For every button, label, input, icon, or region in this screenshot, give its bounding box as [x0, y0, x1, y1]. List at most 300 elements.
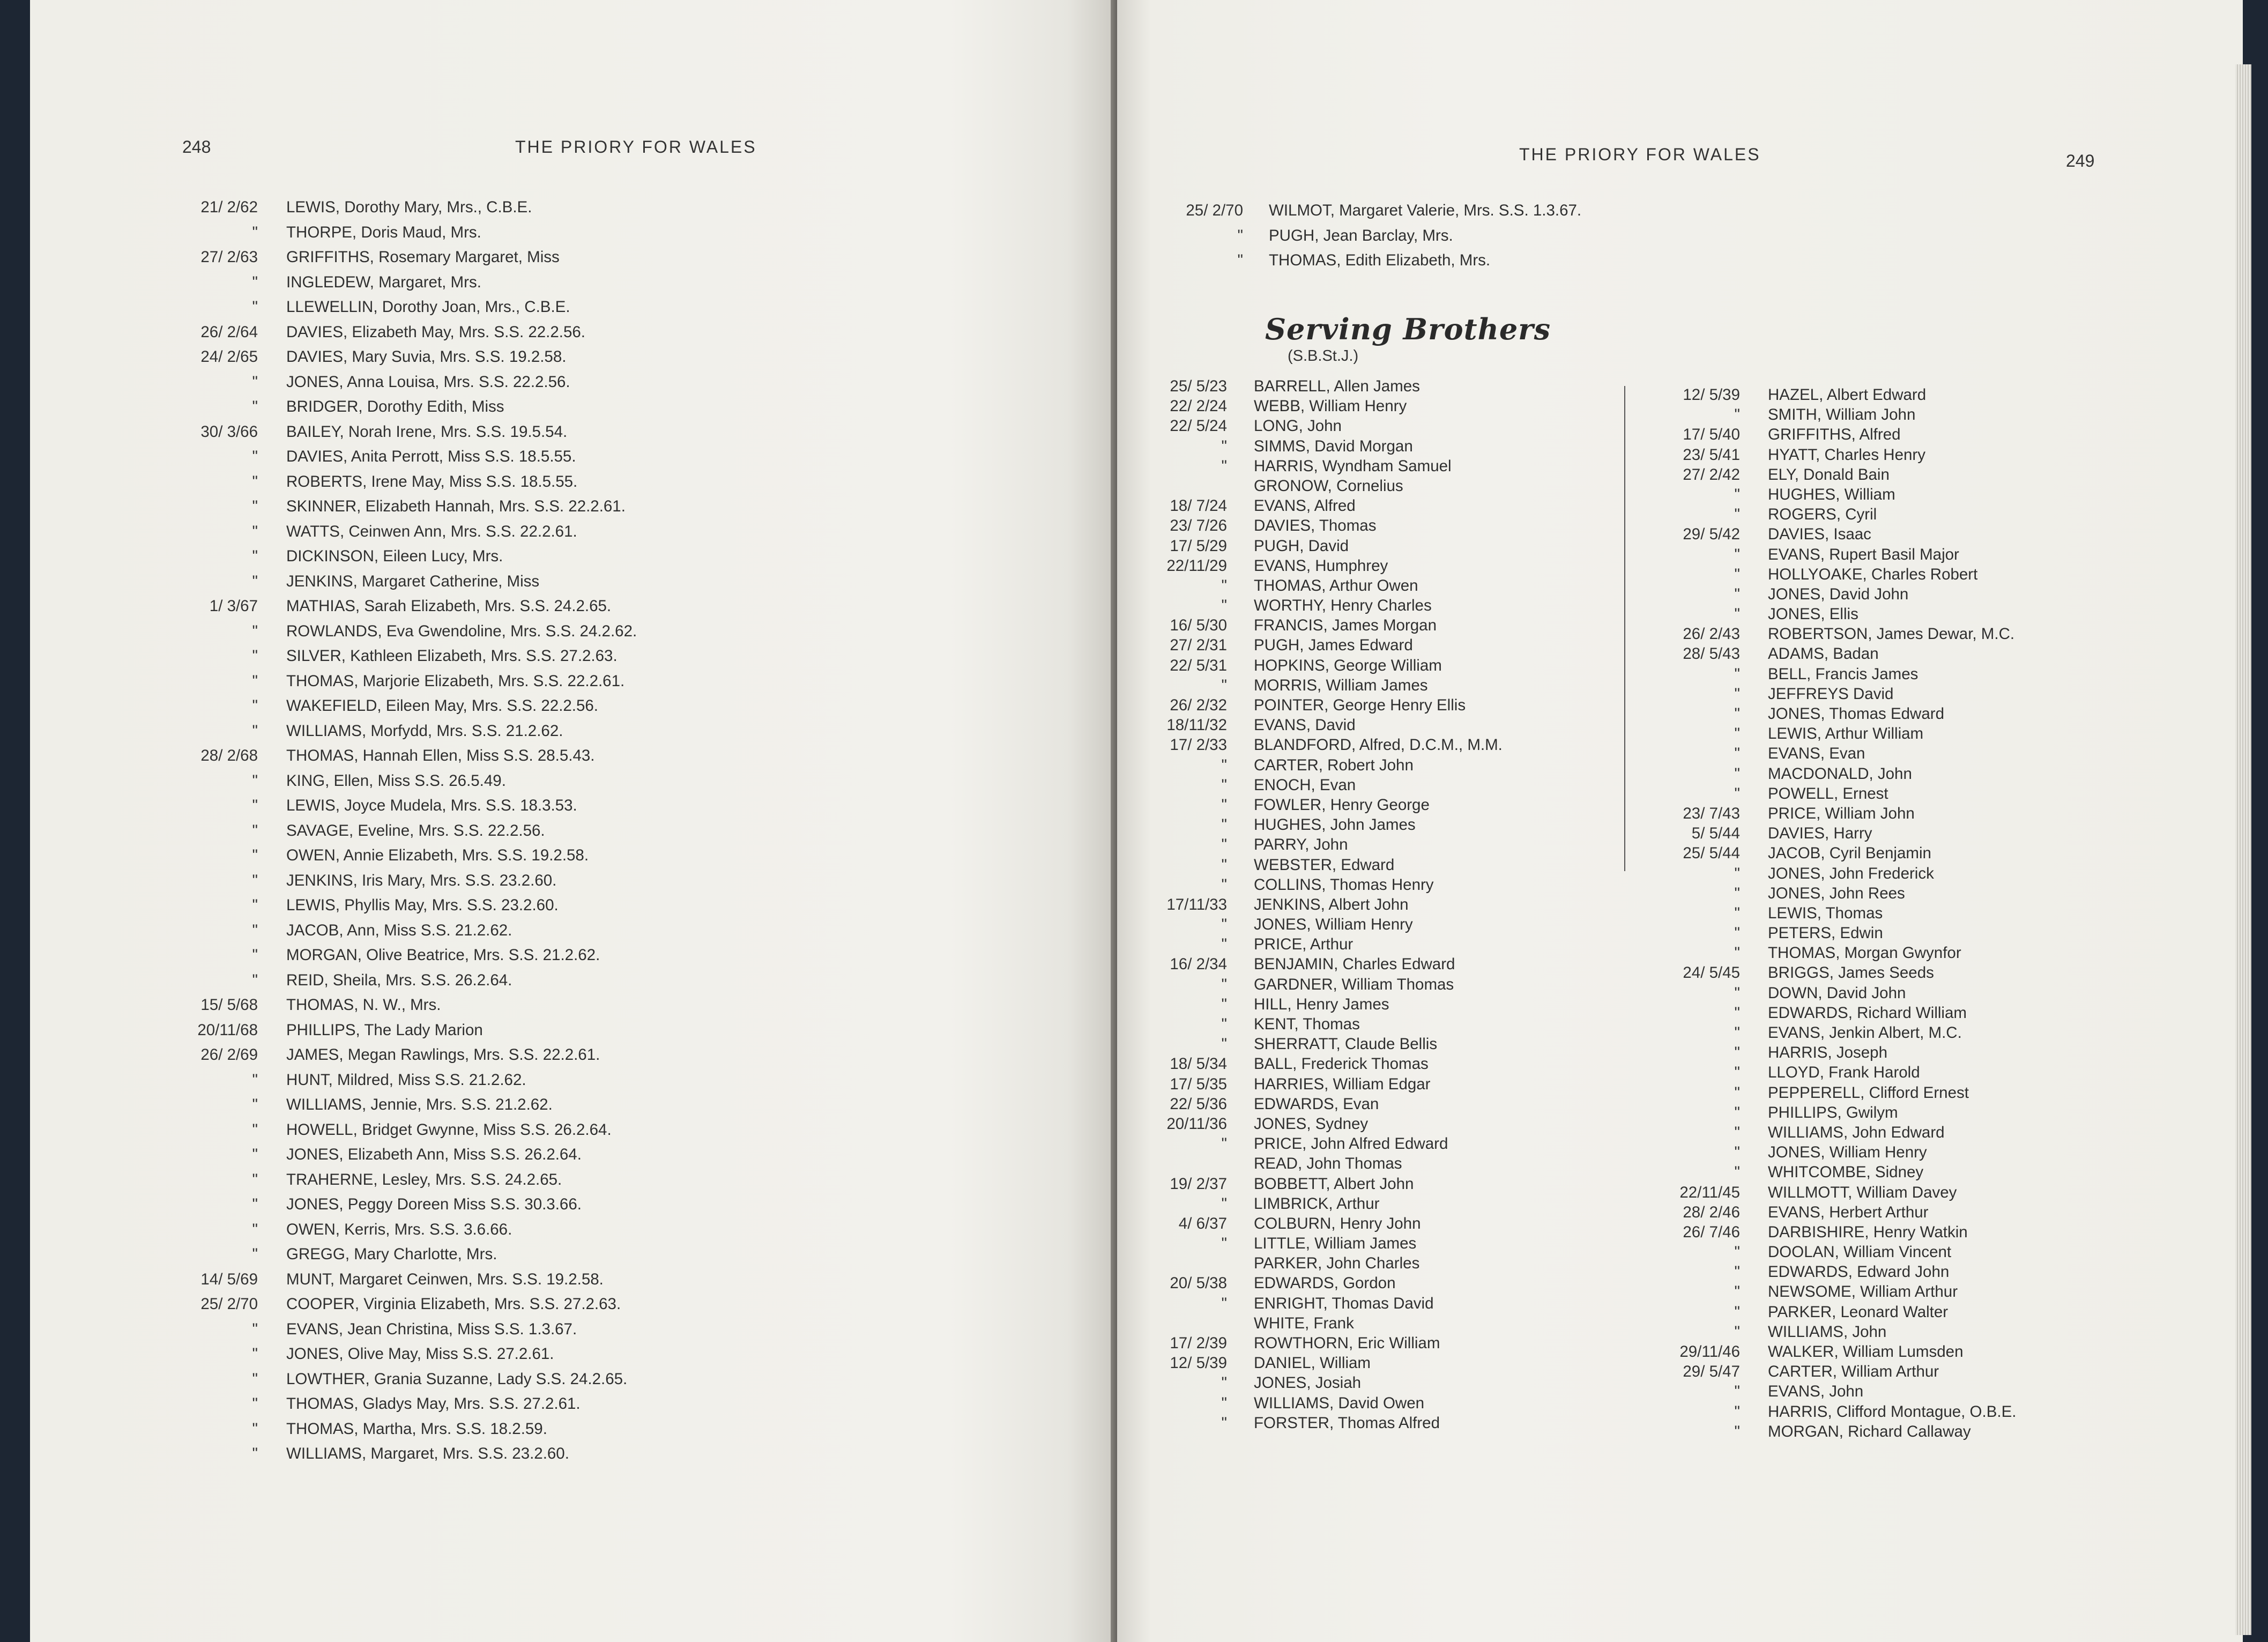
entry-date: 5/ 5/44 — [1691, 824, 1740, 843]
entry-date: 22/ 5/31 — [1170, 656, 1227, 674]
entry-date: " — [1734, 1263, 1740, 1281]
entry-name: HOPKINS, George William — [1254, 656, 1442, 674]
entry-name: PRICE, Arthur — [1254, 935, 1354, 954]
entry-name: ROBERTS, Irene May, Miss S.S. 18.5.55. — [286, 472, 578, 491]
entry-date: 15/ 5/68 — [200, 996, 258, 1014]
entry-date: " — [1221, 836, 1227, 854]
entry-name: LOWTHER, Grania Suzanne, Lady S.S. 24.2.65. — [286, 1370, 628, 1388]
entry-date: " — [252, 846, 258, 864]
entry-name: WILLIAMS, Morfydd, Mrs. S.S. 21.2.62. — [286, 722, 563, 740]
entry-date: " — [1237, 251, 1243, 269]
entry-date: " — [252, 797, 258, 814]
entry-date: " — [1221, 1035, 1227, 1053]
entry-name: JENKINS, Margaret Catherine, Miss — [286, 572, 540, 590]
entry-date: " — [252, 1445, 258, 1462]
entry-date: " — [252, 647, 258, 665]
entry-date: " — [1221, 796, 1227, 814]
entry-name: LITTLE, William James — [1254, 1235, 1417, 1253]
entry-date: " — [1221, 816, 1227, 834]
entry-name: CARTER, Robert John — [1254, 756, 1414, 774]
entry-date: 1/ 3/67 — [209, 597, 258, 615]
entry-name: REID, Sheila, Mrs. S.S. 26.2.64. — [286, 971, 512, 989]
entry-name: THOMAS, Edith Elizabeth, Mrs. — [1269, 251, 1491, 269]
entry-date: " — [1734, 1004, 1740, 1022]
page-edges — [2235, 64, 2251, 1635]
left-page — [30, 0, 1111, 1642]
entry-date: 27/ 2/31 — [1170, 636, 1227, 655]
entry-date: " — [252, 697, 258, 715]
entry-date: 18/ 5/34 — [1170, 1055, 1227, 1073]
entry-date: 21/ 2/62 — [200, 198, 258, 216]
entry-date: 29/ 5/42 — [1683, 525, 1740, 544]
entry-date: " — [252, 1370, 258, 1388]
entry-date: " — [1734, 1422, 1740, 1440]
entry-name: SMITH, William John — [1768, 406, 1916, 424]
entry-name: ROGERS, Cyril — [1768, 506, 1877, 524]
entry-name: BRIGGS, James Seeds — [1768, 964, 1934, 982]
entry-date: " — [1734, 764, 1740, 783]
entry-name: JONES, David John — [1768, 585, 1909, 603]
entry-name: JACOB, Ann, Miss S.S. 21.2.62. — [286, 921, 512, 939]
entry-name: JONES, John Rees — [1768, 884, 1905, 902]
column-divider — [1624, 386, 1625, 871]
entry-name: DOOLAN, William Vincent — [1768, 1243, 1952, 1261]
entry-name: COOPER, Virginia Elizabeth, Mrs. S.S. 27.2.63. — [286, 1295, 621, 1313]
entry-name: JONES, Anna Louisa, Mrs. S.S. 22.2.56. — [286, 373, 570, 391]
entry-name: JONES, Olive May, Miss S.S. 27.2.61. — [286, 1345, 554, 1363]
entry-date: " — [1734, 745, 1740, 763]
entry-date: " — [1221, 1235, 1227, 1253]
entry-date: 16/ 5/30 — [1170, 616, 1227, 635]
entry-date: 17/ 5/35 — [1170, 1075, 1227, 1093]
entry-name: JONES, Ellis — [1768, 605, 1858, 623]
entry-name: EVANS, John — [1768, 1383, 1864, 1401]
entry-date: 17/ 2/33 — [1170, 736, 1227, 754]
entry-name: LLEWELLIN, Dorothy Joan, Mrs., C.B.E. — [286, 298, 570, 316]
entry-name: EDWARDS, Evan — [1254, 1095, 1379, 1113]
entry-name: PARKER, Leonard Walter — [1768, 1303, 1949, 1321]
entry-name: HILL, Henry James — [1254, 995, 1389, 1013]
entry-name: EVANS, Herbert Arthur — [1768, 1203, 1929, 1221]
entry-date: " — [252, 1320, 258, 1338]
entry-name: DAVIES, Mary Suvia, Mrs. S.S. 19.2.58. — [286, 348, 567, 366]
entry-name: LEWIS, Thomas — [1768, 904, 1883, 922]
entry-name: MORGAN, Richard Callaway — [1768, 1422, 1971, 1440]
entry-date: " — [252, 896, 258, 914]
entry-name: MORRIS, William James — [1254, 676, 1428, 694]
entry-name: PRICE, William John — [1768, 804, 1915, 822]
entry-date: " — [1734, 1322, 1740, 1341]
entry-name: BRIDGER, Dorothy Edith, Miss — [286, 398, 504, 415]
entry-name: THOMAS, N. W., Mrs. — [286, 996, 441, 1014]
entry-date: 26/ 7/46 — [1683, 1223, 1740, 1241]
entry-date: " — [252, 1345, 258, 1363]
entry-date: 23/ 7/43 — [1683, 804, 1740, 822]
entry-date: " — [1221, 995, 1227, 1013]
entry-name: EDWARDS, Edward John — [1768, 1263, 1950, 1281]
entry-name: PUGH, David — [1254, 537, 1349, 555]
entry-date: " — [1734, 944, 1740, 962]
entry-date: " — [1221, 975, 1227, 993]
entry-name: EVANS, David — [1254, 716, 1356, 734]
entry-name: ADAMS, Badan — [1768, 645, 1879, 663]
entry-date: " — [252, 373, 258, 391]
entry-date: 27/ 2/42 — [1683, 465, 1740, 484]
entry-date: " — [252, 448, 258, 465]
entry-date: " — [1221, 935, 1227, 954]
entry-date: " — [252, 522, 258, 540]
entry-name: LLOYD, Frank Harold — [1768, 1064, 1920, 1082]
page-number: 249 — [2066, 151, 2095, 170]
entry-name: HOWELL, Bridget Gwynne, Miss S.S. 26.2.64. — [286, 1120, 612, 1139]
entry-name: WILLIAMS, John Edward — [1768, 1123, 1945, 1141]
entry-date: 28/ 2/68 — [200, 747, 258, 764]
entry-date: " — [1221, 1394, 1227, 1412]
entry-name: PRICE, John Alfred Edward — [1254, 1135, 1448, 1153]
entry-date: " — [1734, 406, 1740, 424]
entry-name: WAKEFIELD, Eileen May, Mrs. S.S. 22.2.56. — [286, 697, 599, 715]
entry-date: " — [1734, 1083, 1740, 1102]
entry-date: 23/ 5/41 — [1683, 445, 1740, 464]
entry-name: OWEN, Annie Elizabeth, Mrs. S.S. 19.2.58. — [286, 846, 589, 864]
entry-date: " — [252, 1120, 258, 1139]
entry-date: " — [252, 971, 258, 989]
entry-name: GARDNER, William Thomas — [1254, 975, 1454, 993]
entry-date: " — [1734, 1303, 1740, 1321]
entry-date: " — [252, 1170, 258, 1188]
entry-name: LEWIS, Joyce Mudela, Mrs. S.S. 18.3.53. — [286, 797, 577, 814]
entry-date: " — [1221, 776, 1227, 794]
entry-name: WILLIAMS, John — [1768, 1322, 1887, 1341]
entry-name: THOMAS, Marjorie Elizabeth, Mrs. S.S. 22.2.61. — [286, 672, 625, 690]
entry-date: 12/ 5/39 — [1170, 1354, 1227, 1372]
entry-date: " — [252, 871, 258, 889]
entry-name: LEWIS, Phyllis May, Mrs. S.S. 23.2.60. — [286, 896, 559, 914]
entry-name: MACDONALD, John — [1768, 764, 1912, 783]
entry-date: " — [1734, 1103, 1740, 1121]
entry-name: WILLIAMS, David Owen — [1254, 1394, 1425, 1412]
entry-name: BALL, Frederick Thomas — [1254, 1055, 1429, 1073]
entry-date: " — [1734, 884, 1740, 902]
entry-name: WATTS, Ceinwen Ann, Mrs. S.S. 22.2.61. — [286, 522, 577, 540]
entry-date: " — [252, 572, 258, 590]
entry-date: " — [252, 472, 258, 491]
entry-name: HARRIS, Joseph — [1768, 1044, 1887, 1062]
entry-name: KING, Ellen, Miss S.S. 26.5.49. — [286, 771, 506, 790]
entry-name: INGLEDEW, Margaret, Mrs. — [286, 273, 481, 291]
entry-name: DAVIES, Isaac — [1768, 525, 1871, 544]
entry-name: FORSTER, Thomas Alfred — [1254, 1414, 1440, 1432]
entry-date: " — [252, 946, 258, 964]
entry-date: " — [1221, 457, 1227, 475]
entry-name: ELY, Donald Bain — [1768, 465, 1890, 484]
entry-name: READ, John Thomas — [1254, 1155, 1402, 1173]
entry-date: 18/ 7/24 — [1170, 497, 1227, 515]
entry-date: " — [252, 1420, 258, 1438]
entry-name: THORPE, Doris Maud, Mrs. — [286, 223, 481, 241]
entry-date: 26/ 2/32 — [1170, 696, 1227, 714]
entry-date: " — [1221, 1194, 1227, 1213]
entry-name: CARTER, William Arthur — [1768, 1363, 1939, 1381]
entry-name: ENRIGHT, Thomas David — [1254, 1294, 1434, 1312]
entry-date: " — [1221, 756, 1227, 774]
entry-name: DAVIES, Thomas — [1254, 517, 1377, 535]
entry-name: JENKINS, Albert John — [1254, 895, 1409, 913]
entry-name: SIMMS, David Morgan — [1254, 437, 1413, 455]
entry-date: " — [1221, 1374, 1227, 1392]
entry-name: SKINNER, Elizabeth Hannah, Mrs. S.S. 22.2.61. — [286, 497, 626, 515]
entry-name: HOLLYOAKE, Charles Robert — [1768, 565, 1978, 583]
entry-name: JONES, John Frederick — [1768, 864, 1934, 882]
entry-name: JONES, Thomas Edward — [1768, 705, 1944, 723]
entry-date: 14/ 5/69 — [200, 1270, 258, 1288]
entry-name: WILLIAMS, Margaret, Mrs. S.S. 23.2.60. — [286, 1445, 569, 1462]
entry-date: " — [1734, 605, 1740, 623]
entry-date: " — [1734, 1283, 1740, 1301]
entry-name: POWELL, Ernest — [1768, 784, 1888, 803]
entry-name: JONES, William Henry — [1254, 916, 1413, 934]
entry-name: JONES, Peggy Doreen Miss S.S. 30.3.66. — [286, 1195, 582, 1213]
entry-name: HUGHES, William — [1768, 485, 1895, 503]
entry-name: THOMAS, Gladys May, Mrs. S.S. 27.2.61. — [286, 1395, 581, 1413]
entry-name: OWEN, Kerris, Mrs. S.S. 3.6.66. — [286, 1220, 512, 1238]
entry-date: " — [252, 722, 258, 740]
entry-date: 20/11/36 — [1166, 1115, 1227, 1133]
entry-name: DARBISHIRE, Henry Watkin — [1768, 1223, 1968, 1241]
entry-date: 20/11/68 — [197, 1021, 258, 1039]
entry-name: HARRIS, Wyndham Samuel — [1254, 457, 1452, 475]
entry-name: JONES, Josiah — [1254, 1374, 1362, 1392]
entry-date: 25/ 5/44 — [1683, 844, 1740, 863]
entry-date: 12/ 5/39 — [1683, 386, 1740, 404]
entry-date: " — [1221, 856, 1227, 874]
entry-date: 18/11/32 — [1166, 716, 1227, 734]
entry-name: DAVIES, Harry — [1768, 824, 1872, 843]
entry-name: GRIFFITHS, Alfred — [1768, 426, 1901, 444]
entry-date: " — [1734, 784, 1740, 803]
entry-date: " — [1221, 1015, 1227, 1033]
entry-name: FOWLER, Henry George — [1254, 796, 1430, 814]
entry-name: PETERS, Edwin — [1768, 924, 1883, 942]
entry-name: HARRIES, William Edgar — [1254, 1075, 1431, 1093]
entry-date: " — [252, 398, 258, 415]
entry-date: 27/ 2/63 — [200, 248, 258, 266]
entry-date: " — [1734, 506, 1740, 524]
entry-name: MORGAN, Olive Beatrice, Mrs. S.S. 21.2.62. — [286, 946, 600, 964]
entry-name: PHILLIPS, Gwilym — [1768, 1103, 1898, 1121]
entry-date: " — [1221, 576, 1227, 595]
entry-name: COLLINS, Thomas Henry — [1254, 875, 1434, 894]
entry-name: SAVAGE, Eveline, Mrs. S.S. 22.2.56. — [286, 821, 545, 839]
entry-date: 4/ 6/37 — [1178, 1214, 1227, 1232]
entry-date: " — [252, 1395, 258, 1413]
entry-name: JENKINS, Iris Mary, Mrs. S.S. 23.2.60. — [286, 871, 557, 889]
running-head: THE PRIORY FOR WALES — [1519, 145, 1761, 164]
section-title: Serving Brothers — [1265, 312, 1551, 346]
entry-date: " — [1734, 585, 1740, 603]
entry-name: WILMOT, Margaret Valerie, Mrs. S.S. 1.3.67. — [1269, 202, 1582, 219]
entry-date: 17/ 5/29 — [1170, 537, 1227, 555]
entry-name: HUGHES, John James — [1254, 816, 1416, 834]
entry-name: THOMAS, Martha, Mrs. S.S. 18.2.59. — [286, 1420, 547, 1438]
entry-date: " — [1734, 705, 1740, 723]
entry-name: FRANCIS, James Morgan — [1254, 616, 1437, 635]
entry-name: SILVER, Kathleen Elizabeth, Mrs. S.S. 27.2.63. — [286, 647, 618, 665]
entry-date: " — [1734, 1044, 1740, 1062]
entry-date: 22/ 5/36 — [1170, 1095, 1227, 1113]
entry-date: " — [1734, 665, 1740, 683]
entry-name: THOMAS, Arthur Owen — [1254, 576, 1418, 595]
entry-date: 30/ 3/66 — [200, 422, 258, 441]
entry-name: PEPPERELL, Clifford Ernest — [1768, 1083, 1969, 1102]
entry-date: 22/ 5/24 — [1170, 417, 1227, 435]
entry-name: JONES, Elizabeth Ann, Miss S.S. 26.2.64. — [286, 1146, 582, 1163]
entry-name: MUNT, Margaret Ceinwen, Mrs. S.S. 19.2.58. — [286, 1270, 604, 1288]
entry-date: " — [1734, 1123, 1740, 1141]
entry-date: 25/ 2/70 — [1186, 202, 1243, 219]
entry-name: DICKINSON, Eileen Lucy, Mrs. — [286, 547, 503, 565]
entry-name: JACOB, Cyril Benjamin — [1768, 844, 1931, 863]
entry-name: HYATT, Charles Henry — [1768, 445, 1925, 464]
entry-date: " — [1734, 565, 1740, 583]
entry-date: " — [252, 547, 258, 565]
entry-date: " — [252, 921, 258, 939]
entry-date: " — [252, 1195, 258, 1213]
entry-name: COLBURN, Henry John — [1254, 1214, 1421, 1232]
entry-name: HUNT, Mildred, Miss S.S. 21.2.62. — [286, 1071, 526, 1089]
right-page — [1117, 0, 2243, 1642]
entry-name: ROWLANDS, Eva Gwendoline, Mrs. S.S. 24.2.62. — [286, 622, 637, 640]
entry-name: EVANS, Evan — [1768, 745, 1865, 763]
page-number: 248 — [182, 137, 211, 157]
entry-name: GRIFFITHS, Rosemary Margaret, Miss — [286, 248, 560, 266]
entry-name: LEWIS, Arthur William — [1768, 725, 1924, 743]
entry-name: ROBERTSON, James Dewar, M.C. — [1768, 625, 2015, 643]
entry-name: WHITCOMBE, Sidney — [1768, 1163, 1924, 1182]
entry-name: WILLMOTT, William Davey — [1768, 1183, 1957, 1201]
entry-name: ROWTHORN, Eric William — [1254, 1334, 1440, 1352]
entry-name: BARRELL, Allen James — [1254, 377, 1420, 395]
entry-date: " — [1221, 1135, 1227, 1153]
entry-name: GRONOW, Cornelius — [1254, 477, 1403, 495]
entry-name: BLANDFORD, Alfred, D.C.M., M.M. — [1254, 736, 1503, 754]
entry-date: 26/ 2/69 — [200, 1046, 258, 1064]
entry-name: MATHIAS, Sarah Elizabeth, Mrs. S.S. 24.2.65. — [286, 597, 612, 615]
entry-name: PUGH, Jean Barclay, Mrs. — [1269, 226, 1453, 244]
entry-name: DAVIES, Anita Perrott, Miss S.S. 18.5.55. — [286, 448, 576, 465]
entry-name: THOMAS, Morgan Gwynfor — [1768, 944, 1961, 962]
entry-name: HAZEL, Albert Edward — [1768, 386, 1927, 404]
entry-date: " — [252, 1220, 258, 1238]
entry-date: 26/ 2/64 — [200, 323, 258, 341]
entry-date: " — [1734, 984, 1740, 1002]
entry-name: PARKER, John Charles — [1254, 1254, 1420, 1273]
entry-date: " — [1221, 676, 1227, 694]
entry-date: " — [1221, 1294, 1227, 1312]
entry-name: HARRIS, Clifford Montague, O.B.E. — [1768, 1402, 2017, 1421]
entry-date: " — [1734, 685, 1740, 703]
entry-date: " — [1237, 226, 1243, 244]
entry-name: EDWARDS, Gordon — [1254, 1274, 1396, 1292]
entry-name: EVANS, Rupert Basil Major — [1768, 545, 1959, 563]
entry-name: BAILEY, Norah Irene, Mrs. S.S. 19.5.54. — [286, 422, 568, 441]
entry-date: " — [252, 672, 258, 690]
entry-date: " — [252, 1071, 258, 1089]
entry-date: " — [1734, 1143, 1740, 1162]
entry-name: EVANS, Alfred — [1254, 497, 1356, 515]
entry-name: SHERRATT, Claude Bellis — [1254, 1035, 1438, 1053]
entry-date: " — [252, 1096, 258, 1113]
entry-name: LONG, John — [1254, 417, 1342, 435]
entry-date: " — [252, 497, 258, 515]
entry-date: " — [252, 1245, 258, 1263]
entry-date: " — [252, 622, 258, 640]
entry-name: NEWSOME, William Arthur — [1768, 1283, 1958, 1301]
entry-date: 17/11/33 — [1166, 895, 1227, 913]
section-subtitle: (S.B.St.J.) — [1288, 347, 1359, 365]
entry-date: 17/ 2/39 — [1170, 1334, 1227, 1352]
entry-name: BENJAMIN, Charles Edward — [1254, 955, 1455, 974]
entry-date: 25/ 2/70 — [200, 1295, 258, 1313]
entry-date: 16/ 2/34 — [1170, 955, 1227, 974]
entry-date: " — [1221, 597, 1227, 615]
entry-date: 25/ 5/23 — [1170, 377, 1227, 395]
entry-date: " — [1734, 904, 1740, 922]
entry-date: " — [252, 273, 258, 291]
entry-date: 22/11/45 — [1679, 1183, 1740, 1201]
entry-name: EVANS, Humphrey — [1254, 556, 1388, 575]
entry-date: " — [1734, 1243, 1740, 1261]
entry-date: 28/ 5/43 — [1683, 645, 1740, 663]
entry-name: JONES, William Henry — [1768, 1143, 1927, 1162]
entry-date: 29/ 5/47 — [1683, 1363, 1740, 1381]
entry-date: " — [1734, 1024, 1740, 1042]
entry-date: " — [1734, 725, 1740, 743]
entry-name: EDWARDS, Richard William — [1768, 1004, 1967, 1022]
entry-name: WILLIAMS, Jennie, Mrs. S.S. 21.2.62. — [286, 1096, 553, 1113]
entry-date: 23/ 7/26 — [1170, 517, 1227, 535]
entry-name: PHILLIPS, The Lady Marion — [286, 1021, 483, 1039]
entry-name: KENT, Thomas — [1254, 1015, 1360, 1033]
entry-name: EVANS, Jean Christina, Miss S.S. 1.3.67. — [286, 1320, 577, 1338]
entry-name: JEFFREYS David — [1768, 685, 1894, 703]
entry-date: 22/ 2/24 — [1170, 397, 1227, 415]
entry-date: " — [1734, 924, 1740, 942]
entry-date: " — [1221, 875, 1227, 894]
entry-date: 26/ 2/43 — [1683, 625, 1740, 643]
entry-name: DAVIES, Elizabeth May, Mrs. S.S. 22.2.56. — [286, 323, 585, 341]
entry-name: WEBSTER, Edward — [1254, 856, 1395, 874]
entry-date: " — [252, 223, 258, 241]
entry-name: JAMES, Megan Rawlings, Mrs. S.S. 22.2.61. — [286, 1046, 600, 1064]
entry-name: LIMBRICK, Arthur — [1254, 1194, 1380, 1213]
entry-date: 22/11/29 — [1166, 556, 1227, 575]
entry-date: " — [1221, 1414, 1227, 1432]
entry-date: " — [1734, 1383, 1740, 1401]
entry-date: " — [252, 821, 258, 839]
entry-name: EVANS, Jenkin Albert, M.C. — [1768, 1024, 1962, 1042]
entry-name: BOBBETT, Albert John — [1254, 1175, 1414, 1193]
entry-name: ENOCH, Evan — [1254, 776, 1356, 794]
entry-name: JONES, Sydney — [1254, 1115, 1369, 1133]
entry-name: PARRY, John — [1254, 836, 1348, 854]
entry-date: " — [252, 771, 258, 790]
entry-date: " — [1221, 916, 1227, 934]
entry-name: WORTHY, Henry Charles — [1254, 597, 1432, 615]
entry-name: DOWN, David John — [1768, 984, 1906, 1002]
entry-date: " — [1734, 864, 1740, 882]
entry-date: " — [252, 298, 258, 316]
